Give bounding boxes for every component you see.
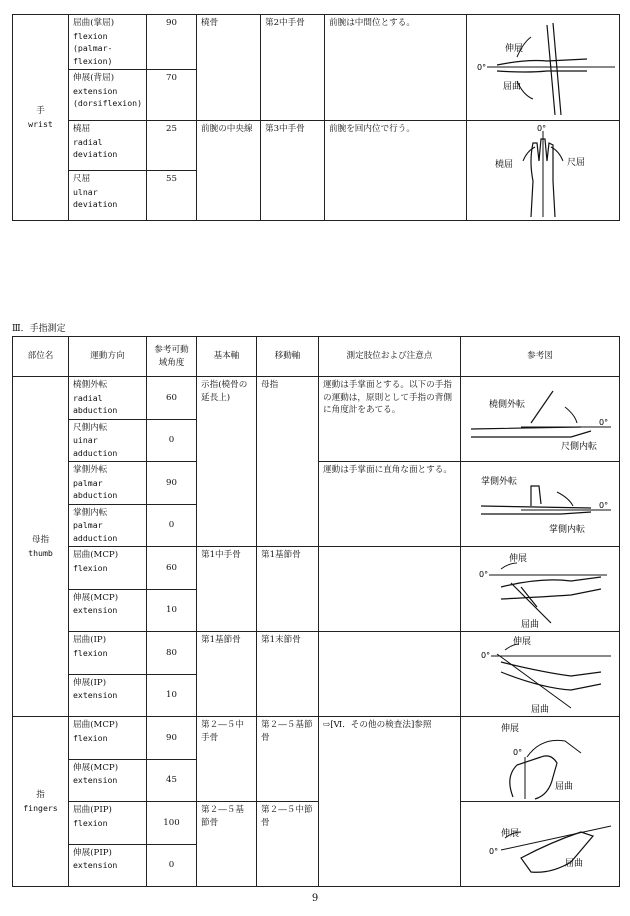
thumb-angle: 90 — [147, 462, 197, 505]
wrist-motion-radial — [69, 121, 147, 171]
fig-label: 橈屈 — [495, 160, 514, 170]
motion-en: flexion — [73, 562, 108, 573]
wrist-angle-radial: 25 — [147, 121, 197, 171]
motion-label: 屈曲(掌屈) — [73, 18, 115, 28]
thumb-part-en: thumb — [28, 547, 53, 558]
fig-label: 屈曲 — [503, 82, 522, 92]
fig-label: 0° — [477, 63, 487, 72]
fingers-motion-flexion-mcp — [69, 717, 147, 760]
motion-en: flexion) — [73, 55, 113, 66]
wrist-table — [12, 14, 620, 221]
thumb-ip-figure — [461, 632, 619, 716]
thumb-angle: 60 — [147, 377, 197, 420]
wrist-angle-flexion: 90 — [147, 15, 197, 70]
motion-en: extension — [73, 605, 118, 615]
fingers-moving-axis-2: 第２―５中節骨 — [257, 802, 319, 887]
fingers-part: 指 — [36, 790, 45, 800]
header-figure: 参考図 — [461, 337, 620, 377]
wrist-moving-axis-2: 第3中手骨 — [261, 121, 325, 221]
thumb-motion-ulnar-adduction — [69, 419, 147, 462]
motion-label: 掌側内転 — [73, 507, 108, 518]
finger-table — [12, 336, 620, 887]
motion-label: 屈曲(PIP) — [73, 805, 112, 815]
note-text: [Ⅵ．その他の検査法]参照 — [330, 720, 432, 730]
fingers-part-en: fingers — [23, 802, 58, 813]
fingers-motion-extension-pip — [69, 844, 147, 887]
fingers-figure-1 — [461, 717, 620, 802]
fig-label: 0° — [481, 651, 491, 660]
wrist-angle-extension: 70 — [147, 70, 197, 121]
motion-en: extension — [73, 860, 118, 870]
header-note: 測定肢位および注意点 — [319, 337, 461, 377]
motion-label: 橈側外転 — [73, 380, 108, 390]
motion-en: flexion — [73, 647, 108, 658]
wrist-motion-flexion — [69, 15, 147, 70]
fingers-angle: 0 — [147, 844, 197, 887]
thumb-figure-2 — [461, 462, 620, 547]
fig-label: 屈曲 — [565, 859, 584, 869]
motion-en: palmar — [73, 520, 103, 530]
fingers-angle: 45 — [147, 759, 197, 802]
motion-en: radial — [73, 392, 103, 403]
thumb-moving-axis-3: 第1末節骨 — [257, 632, 319, 717]
motion-label: 橈屈 — [73, 124, 91, 134]
thumb-part-cell — [13, 377, 69, 717]
wrist-figure-2 — [467, 121, 620, 221]
thumb-angle: 60 — [147, 547, 197, 590]
thumb-motion-extension-mcp — [69, 589, 147, 632]
thumb-motion-radial-abduction — [69, 377, 147, 420]
thumb-part: 母指 — [31, 535, 50, 545]
thumb-angle: 80 — [147, 632, 197, 675]
fig-label: 伸展 — [505, 44, 524, 54]
thumb-base-axis-1: 示指(橈骨の延長上) — [197, 377, 257, 547]
fingers-base-axis-2: 第２―５基節骨 — [197, 802, 257, 887]
fig-label: 0° — [513, 748, 523, 757]
fig-label: 伸展 — [513, 637, 532, 647]
wrist-note-2: 前腕を回内位で行う。 — [325, 121, 467, 221]
fig-label: 伸展 — [501, 724, 520, 734]
fig-label: 屈曲 — [521, 620, 540, 630]
fingers-pip-figure — [461, 802, 619, 886]
wrist-part-en: wrist — [28, 118, 53, 129]
fig-label: 0° — [489, 847, 499, 856]
thumb-note-1: 運動は手掌面とする。以下の手指の運動は，原則として手指の背側に角度計をあてる。 — [319, 377, 461, 462]
thumb-angle: 10 — [147, 589, 197, 632]
header-base-axis: 基本軸 — [197, 337, 257, 377]
fig-label: 伸展 — [509, 554, 528, 564]
wrist-base-axis-2: 前腕の中央線 — [197, 121, 261, 221]
motion-en: radial — [73, 136, 103, 147]
thumb-base-axis-2: 第1中手骨 — [197, 547, 257, 632]
motion-en: extension — [73, 775, 118, 785]
fingers-base-axis-1: 第２―５中手骨 — [197, 717, 257, 802]
thumb-motion-extension-ip — [69, 674, 147, 717]
thumb-note-2: 運動は手掌面に直角な面とする。 — [319, 462, 461, 547]
motion-en: extension — [73, 690, 118, 700]
thumb-motion-palmar-abduction — [69, 462, 147, 505]
thumb-palmar-figure — [461, 462, 619, 546]
fig-label: 尺屈 — [567, 158, 586, 168]
motion-en: ulnar — [73, 186, 98, 197]
thumb-figure-4 — [461, 632, 620, 717]
page-number: 9 — [311, 893, 319, 904]
motion-en: flexion — [73, 817, 108, 828]
thumb-angle: 0 — [147, 419, 197, 462]
fingers-motion-extension-mcp — [69, 759, 147, 802]
fig-label: 掌側外転 — [481, 477, 518, 487]
motion-en: abduction — [73, 490, 118, 500]
motion-en: flexion — [73, 30, 108, 41]
header-angle: 参考可動域角度 — [147, 337, 197, 377]
wrist-part-cell — [13, 15, 69, 221]
thumb-figure-3 — [461, 547, 620, 632]
motion-label: 掌側外転 — [73, 465, 108, 475]
fig-label: 0° — [599, 501, 609, 510]
thumb-mcp-figure — [461, 547, 619, 631]
thumb-figure-1 — [461, 377, 620, 462]
fig-label: 尺側内転 — [561, 442, 598, 452]
motion-label: 伸展(MCP) — [73, 762, 119, 773]
wrist-base-axis-1: 橈骨 — [197, 15, 261, 121]
wrist-moving-axis-1: 第2中手骨 — [261, 15, 325, 121]
wrist-part: 手 — [36, 106, 45, 116]
wrist-deviation-figure — [467, 121, 619, 219]
fingers-note — [319, 717, 461, 887]
thumb-angle: 0 — [147, 504, 197, 547]
header-part: 部位名 — [13, 337, 69, 377]
wrist-figure-1 — [467, 15, 620, 121]
fig-label: 屈曲 — [531, 705, 550, 715]
thumb-moving-axis-2: 第1基節骨 — [257, 547, 319, 632]
thumb-angle: 10 — [147, 674, 197, 717]
header-moving-axis: 移動軸 — [257, 337, 319, 377]
fig-label: 0° — [599, 418, 609, 427]
motion-label: 尺側内転 — [73, 422, 108, 433]
motion-label: 伸展(背屈) — [73, 73, 115, 83]
fingers-figure-2 — [461, 802, 620, 887]
motion-label: 伸展(IP) — [73, 677, 107, 688]
motion-label: 屈曲(MCP) — [73, 550, 119, 560]
fig-label: 0° — [537, 124, 547, 133]
wrist-flexion-figure — [467, 15, 619, 119]
motion-en: extension — [73, 85, 118, 96]
header-motion: 運動方向 — [69, 337, 147, 377]
fingers-part-cell — [13, 717, 69, 887]
fig-label: 掌側内転 — [549, 525, 586, 535]
motion-label: 屈曲(IP) — [73, 635, 107, 645]
motion-en: deviation — [73, 199, 118, 209]
thumb-motion-flexion-ip — [69, 632, 147, 675]
motion-en: flexion — [73, 732, 108, 743]
motion-en: abduction — [73, 405, 118, 415]
fingers-angle: 90 — [147, 717, 197, 760]
wrist-motion-ulnar — [69, 171, 147, 221]
motion-label: 尺屈 — [73, 174, 91, 184]
motion-label: 伸展(MCP) — [73, 592, 119, 603]
fig-label: 0° — [479, 570, 489, 579]
motion-en: uinar — [73, 435, 98, 445]
motion-en: deviation — [73, 149, 118, 159]
thumb-motion-palmar-adduction — [69, 504, 147, 547]
section-title: Ⅲ．手指測定 — [12, 324, 66, 334]
wrist-angle-ulnar: 55 — [147, 171, 197, 221]
motion-en: adduction — [73, 532, 118, 543]
wrist-note-1: 前腕は中間位とする。 — [325, 15, 467, 121]
fig-label: 橈側外転 — [489, 400, 526, 410]
motion-en: (dorsiflexion) — [73, 98, 143, 108]
fingers-mcp-figure — [461, 717, 619, 801]
motion-en: (palmar- — [73, 43, 113, 53]
arrow-right-icon: ⇨ — [323, 720, 331, 730]
thumb-radial-figure — [461, 377, 619, 461]
fig-label: 伸展 — [501, 829, 520, 839]
thumb-base-axis-3: 第1基節骨 — [197, 632, 257, 717]
thumb-note-empty-2 — [319, 632, 461, 717]
motion-label: 伸展(PIP) — [73, 847, 112, 858]
motion-en: palmar — [73, 477, 103, 488]
fingers-moving-axis-1: 第２―５基節骨 — [257, 717, 319, 802]
thumb-moving-axis-1: 母指 — [257, 377, 319, 547]
thumb-note-empty-1 — [319, 547, 461, 632]
fig-label: 屈曲 — [555, 782, 574, 792]
motion-label: 屈曲(MCP) — [73, 720, 119, 730]
fingers-motion-flexion-pip — [69, 802, 147, 845]
motion-en: adduction — [73, 447, 118, 458]
fingers-angle: 100 — [147, 802, 197, 845]
wrist-motion-extension — [69, 70, 147, 121]
thumb-motion-flexion-mcp — [69, 547, 147, 590]
